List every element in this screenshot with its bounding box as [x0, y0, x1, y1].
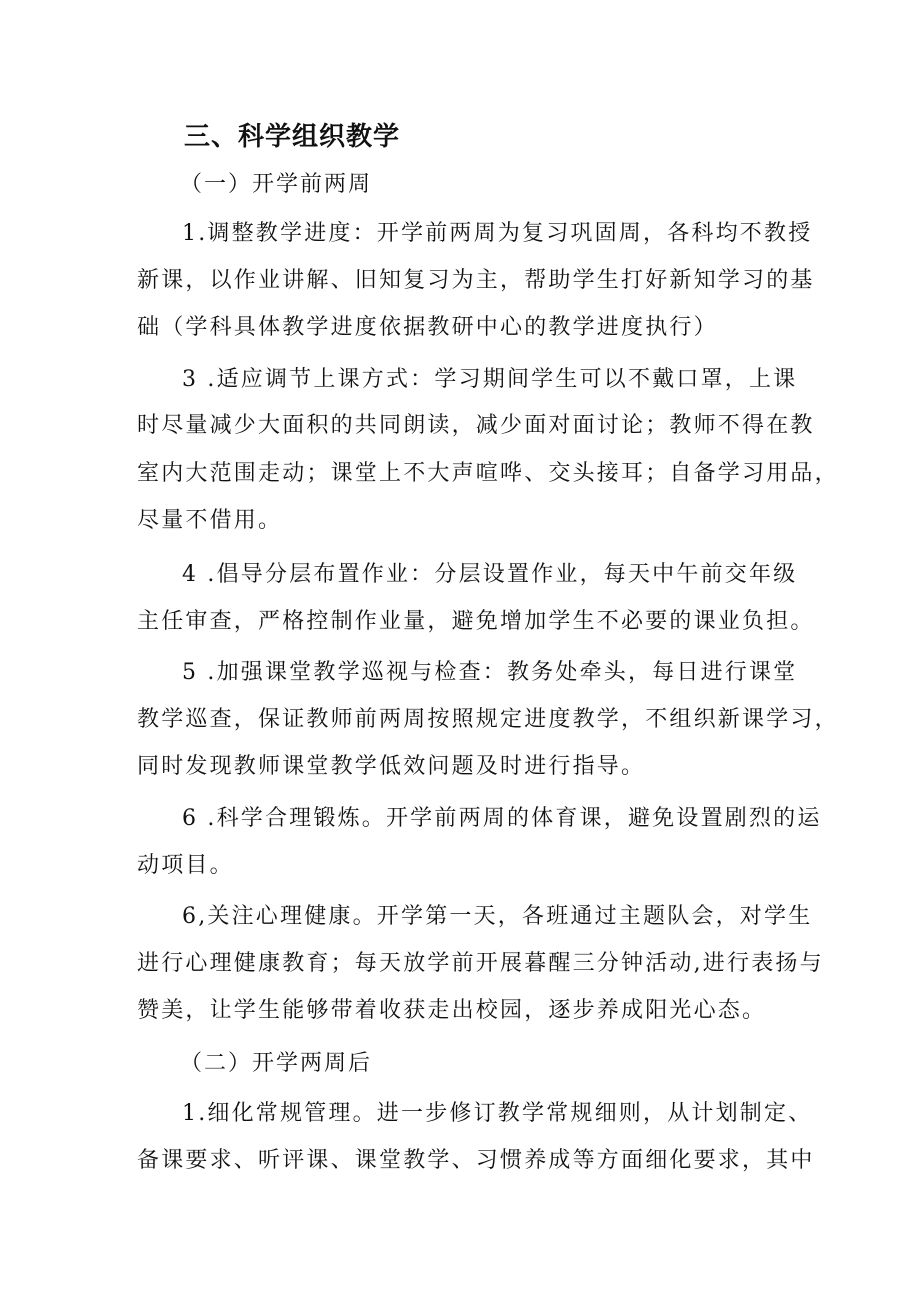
paragraph-line: 室内大范围走动；课堂上不大声喧哗、交头接耳；自备学习用品， — [137, 461, 839, 486]
paragraph-line: 主任审查，严格控制作业量，避免增加学生不必要的课业负担。 — [137, 609, 815, 634]
paragraph-line: 6 .科学合理锻炼。开学前两周的体育课，避免设置剧烈的运 — [182, 806, 822, 831]
paragraph-line: 赞美，让学生能够带着收获走出校园，逐步养成阳光心态。 — [137, 998, 767, 1023]
paragraph-line: 4 .倡导分层布置作业：分层设置作业，每天中午前交年级 — [182, 562, 798, 587]
paragraph-line: 尽量不借用。 — [137, 508, 283, 533]
paragraph-line: 时尽量减少大面积的共同朗读，减少面对面讨论；教师不得在教 — [137, 413, 815, 438]
paragraph-line: 新课，以作业讲解、旧知复习为主，帮助学生打好新知学习的基 — [137, 268, 815, 293]
subsection-title-2: （二）开学两周后 — [180, 1051, 373, 1076]
paragraph-line: 进行心理健康教育；每天放学前开展暮醒三分钟活动,进行表扬与 — [137, 951, 824, 976]
paragraph-line: 备课要求、听评课、课堂教学、习惯养成等方面细化要求，其中 — [137, 1148, 815, 1173]
paragraph-line: 同时发现教师课堂教学低效问题及时进行指导。 — [137, 754, 646, 779]
paragraph-line: 6,关注心理健康。开学第一天，各班通过主题队会，对学生 — [182, 904, 813, 929]
paragraph-line: 1.调整教学进度：开学前两周为复习巩固周，各科均不教授 — [182, 221, 813, 246]
subsection-title-1: （一）开学前两周 — [180, 172, 373, 197]
section-heading: 三、科学组织教学 — [184, 122, 401, 152]
paragraph-line: 5 .加强课堂教学巡视与检查：教务处牵头，每日进行课堂 — [182, 660, 798, 685]
paragraph-line: 教学巡查，保证教师前两周按照规定进度教学，不组织新课学习， — [137, 707, 839, 732]
paragraph-line: 3 .适应调节上课方式：学习期间学生可以不戴口罩，上课 — [182, 367, 798, 392]
paragraph-line: 动项目。 — [137, 853, 234, 878]
paragraph-line: 1.细化常规管理。进一步修订教学常规细则，从计划制定、 — [182, 1101, 813, 1126]
paragraph-line: 础（学科具体教学进度依据教研中心的教学进度执行） — [137, 315, 718, 340]
